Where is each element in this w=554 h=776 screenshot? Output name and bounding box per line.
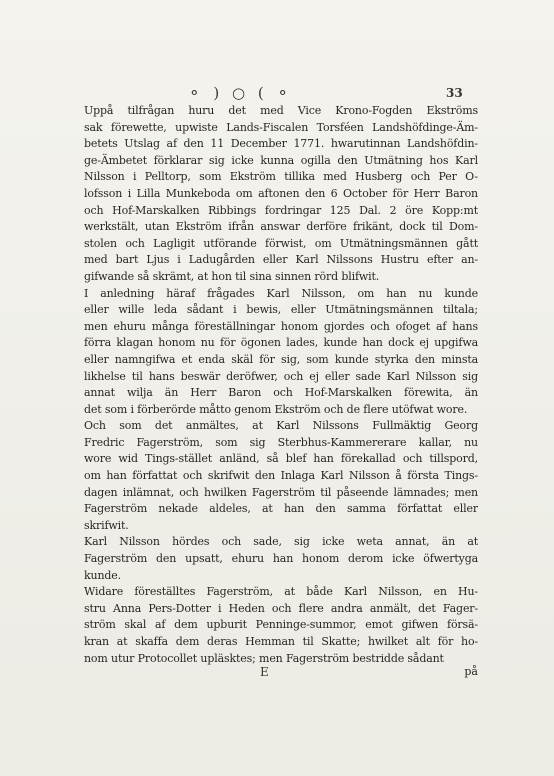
text-line: stolen och Lagligit utförande förwist, om Utmätningsmännen gått bbox=[84, 236, 478, 250]
text-line: stru Anna Pers-Dotter i Heden och flere andra anmält, det Fager- bbox=[84, 601, 478, 615]
catchword: på bbox=[464, 665, 478, 678]
signature-mark: E bbox=[260, 665, 269, 679]
text-line: med bart Ljus i Ladugården eller Karl Nilssons Hustru efter an- bbox=[84, 253, 478, 267]
header-ornament: ⚬ ) ○ ( ⚬ bbox=[188, 84, 294, 102]
text-line: Och som det anmältes, at Karl Nilssons Fullmäktig Georg bbox=[84, 419, 478, 433]
text-line: eller namngifwa et enda skäl för sig, som kunde styrka den minsta bbox=[84, 352, 478, 366]
text-line: nom utur Protocollet upläsktes; men Fagerström bestridde sådant bbox=[84, 651, 444, 665]
text-line: werkstält, utan Ekström ifrån answar derföre frikänt, dock til Dom- bbox=[84, 220, 478, 234]
text-line: likhelse til hans beswär deröfwer, och ej eller sade Karl Nilsson sig bbox=[84, 369, 478, 383]
text-line: sak förewette, upwiste Lands-Fiscalen Torsféen Landshöfdinge-Äm- bbox=[84, 120, 478, 134]
text-line: och Hof-Marskalken Ribbings fordringar 125 Dal. 2 öre Kopp:mt bbox=[84, 203, 478, 217]
page-number: 33 bbox=[446, 86, 463, 100]
text-line: kran at skaffa dem deras Hemman til Skatte; hwilket alt för ho- bbox=[84, 635, 478, 648]
body-text bbox=[84, 103, 478, 667]
text-line: gifwande så skrämt, at hon til sina sinnen rörd blifwit. bbox=[84, 269, 380, 283]
text-line: det som i förberörde måtto genom Ekström och de flere utöfwat wore. bbox=[84, 402, 468, 416]
text-line: förra klagan honom nu för ögonen lades, kunde han dock ej upgifwa bbox=[84, 336, 478, 350]
text-line: ge-Ämbetet förklarar sig icke kunna ogilla den Utmätning hos Karl bbox=[84, 153, 478, 167]
text-line: Nilsson i Pelltorp, som Ekström tillika med Husberg och Per O- bbox=[84, 170, 478, 184]
text-line: Karl Nilsson hördes och sade, sig icke weta annat, än at bbox=[84, 535, 478, 549]
text-line: kunde. bbox=[84, 568, 121, 582]
text-line: Widare föreställtes Fagerström, at både Karl Nilsson, en Hu- bbox=[84, 585, 478, 599]
text-line: Uppå tilfrågan huru det med Vice Krono-Fogden Ekströms bbox=[84, 104, 478, 117]
text-line: betets Utslag af den 11 December 1771. hwarutinnan Landshöfdin- bbox=[84, 137, 478, 151]
text-line: dagen inlämnat, och hwilken Fagerström til påseende lämnades; men bbox=[84, 485, 478, 499]
text-line: men ehuru många föreställningar honom gjordes och ofoget af hans bbox=[84, 319, 478, 333]
text-line: annat wilja än Herr Baron och Hof-Marskalken förewita, än bbox=[84, 386, 478, 400]
text-line: Fredric Fagerström, som sig Sterbhus-Kammererare kallar, nu bbox=[84, 435, 478, 449]
text-line: wore wid Tings-stället anländ, så blef han förekallad och tillspord, bbox=[84, 452, 478, 466]
text-line: lofsson i Lilla Munkeboda om aftonen den 6 October för Herr Baron bbox=[84, 186, 478, 200]
text-line: skrifwit. bbox=[84, 518, 129, 532]
text-line: om han författat och skrifwit den Inlaga Karl Nilsson å första Tings- bbox=[84, 469, 478, 483]
text-line: Fagerström nekade aldeles, at han den samma författat eller bbox=[84, 502, 478, 516]
text-line: ström skal af dem upburit Penninge-summor, emot gifwen försä- bbox=[84, 618, 478, 632]
page-footer bbox=[84, 665, 478, 681]
text-line: eller wille leda sådant i bewis, eller Utmätningsmännen tiltala; bbox=[84, 303, 478, 317]
text-line: Fagerström den upsatt, ehuru han honom derom icke öfwertyga bbox=[84, 552, 478, 566]
text-line: I anledning häraf frågades Karl Nilsson, om han nu kunde bbox=[84, 286, 478, 300]
